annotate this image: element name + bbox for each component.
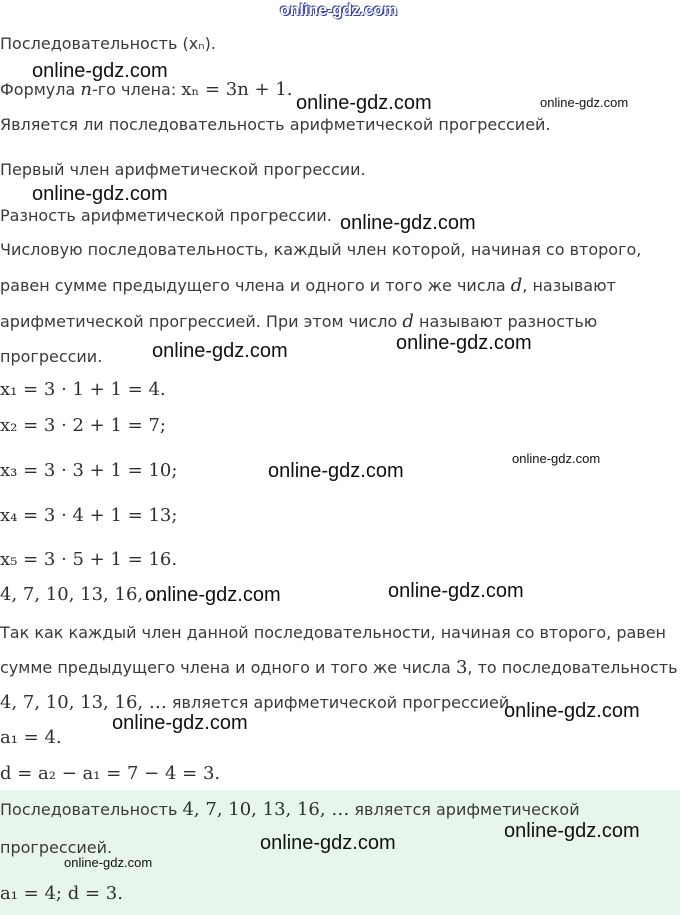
conclusion-line-3 [0,693,514,713]
def2-d: d [510,275,523,296]
ans1-text-a: Последовательность [0,800,183,819]
def2-text-b: , называют [522,276,616,295]
question-line: Является ли последовательность арифметической прогрессией. [0,115,551,134]
watermark: online-gdz.com [260,832,396,854]
calc-x2: x₂ = 3 · 2 + 1 = 7; [0,415,166,436]
def3-text-b: называют разностью [413,312,598,331]
difference-line: Разность арифметической прогрессии. [0,206,332,225]
answer-line-2: прогрессией. [0,838,113,857]
conclusion-line-2 [0,658,678,678]
conclusion-line-1: Так как каждый член данной последовательности, начиная со второго, равен [0,623,667,642]
concl2-number: 3 [455,657,468,678]
definition-line-2 [0,276,616,296]
concl2-text-a: сумме предыдущего члена и одного и того же числа [0,658,456,677]
formula-prefix: Формула [0,80,81,99]
watermark: online-gdz.com [152,340,288,362]
watermark: online-gdz.com [32,183,168,205]
sequence-values: 4, 7, 10, 13, 16, … [0,584,167,605]
calc-x4: x₄ = 3 · 4 + 1 = 13; [0,505,178,526]
watermark: online-gdz.com [388,580,524,602]
watermark: online-gdz.com [340,212,476,234]
first-term-line: Первый член арифметической прогрессии. [0,160,366,179]
answer-line-1 [0,800,580,820]
watermark: online-gdz.com [504,820,640,842]
concl3-sequence: 4, 7, 10, 13, 16, … [0,692,167,713]
calc-x1: x₁ = 3 · 1 + 1 = 4. [0,379,166,400]
watermark: online-gdz.com [504,700,640,722]
watermark: online-gdz.com [145,584,281,606]
watermark: online-gdz.com [32,60,168,82]
watermark: online-gdz.com [268,460,404,482]
def3-text-a: арифметической прогрессией. При этом число [0,312,403,331]
def3-d: d [402,311,414,332]
definition-line-4: прогрессии. [0,347,103,366]
concl2-text-b: , то последовательность [467,658,678,677]
ans1-sequence: 4, 7, 10, 13, 16, … [182,799,350,820]
ans1-text-b: является арифметической [349,800,580,819]
watermark: online-gdz.com [64,855,153,870]
formula-mid: -го члена: [91,80,182,99]
calc-x5: x₅ = 3 · 5 + 1 = 16. [0,549,178,570]
answer-line-3: a₁ = 4; d = 3. [0,883,123,904]
sequence-title: Последовательность (xₙ). [0,34,216,53]
formula-n: n [80,79,92,100]
d-line: d = a₂ − a₁ = 7 − 4 = 3. [0,763,221,784]
concl3-text: является арифметической прогрессией. [166,693,515,712]
watermark: online-gdz.com [112,712,248,734]
formula-line [0,80,293,100]
watermark: online-gdz.com [540,95,629,110]
definition-line-3 [0,312,597,332]
watermark-top: online-gdz.com [280,2,398,19]
definition-line-1: Числовую последовательность, каждый член которой, начиная со второго, [0,240,642,259]
a1-line: a₁ = 4. [0,727,62,748]
calc-x3: x₃ = 3 · 3 + 1 = 10; [0,460,178,481]
watermark: online-gdz.com [512,451,601,466]
formula-expr: xₙ = 3n + 1. [181,79,293,100]
watermark: online-gdz.com [296,92,432,114]
watermark: online-gdz.com [396,332,532,354]
def2-text-a: равен сумме предыдущего члена и одного и того же числа [0,276,511,295]
